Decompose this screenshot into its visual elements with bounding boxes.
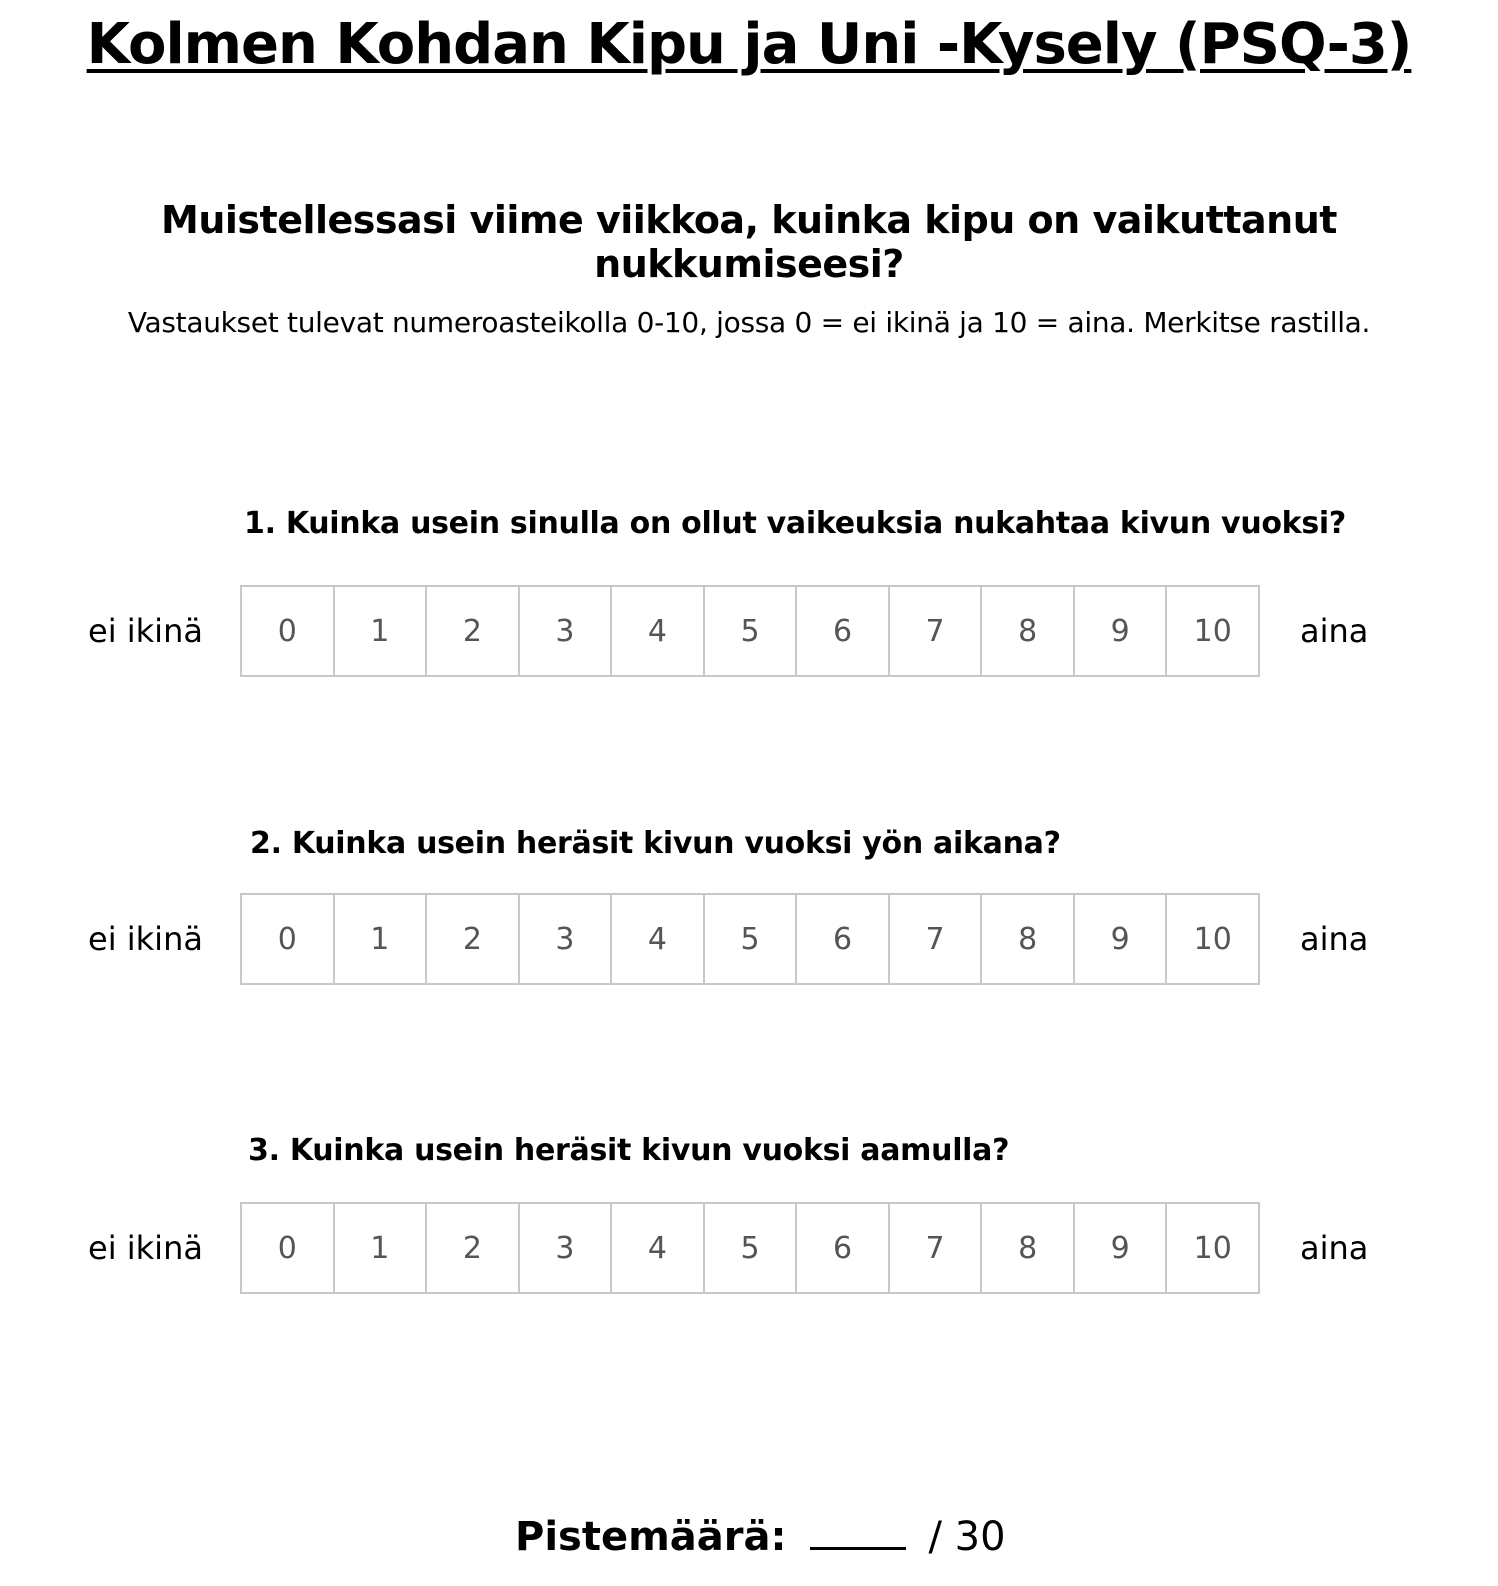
question-2-label: 2. Kuinka usein heräsit kivun vuoksi yön aikana? <box>250 826 1061 861</box>
rating-cell-0[interactable]: 0 <box>242 587 335 675</box>
rating-cell-6[interactable]: 6 <box>797 895 890 983</box>
instructions-text: Vastaukset tulevat numeroasteikolla 0-10, jossa 0 = ei ikinä ja 10 = aina. Merkitse rastilla. <box>127 306 1371 339</box>
page-subtitle: Muistellessasi viime viikkoa, kuinka kipu on vaikuttanut nukkumiseesi? <box>161 198 1337 286</box>
scale-low-label: ei ikinä <box>88 920 203 958</box>
rating-cell-9[interactable]: 9 <box>1075 587 1168 675</box>
rating-cell-4[interactable]: 4 <box>612 1204 705 1292</box>
rating-cell-5[interactable]: 5 <box>705 587 798 675</box>
rating-cell-5[interactable]: 5 <box>705 1204 798 1292</box>
rating-cell-6[interactable]: 6 <box>797 1204 890 1292</box>
rating-cells <box>240 585 1260 677</box>
rating-cell-3[interactable]: 3 <box>520 1204 613 1292</box>
rating-cell-1[interactable]: 1 <box>335 587 428 675</box>
score-blank-field[interactable] <box>810 1515 906 1550</box>
rating-cell-3[interactable]: 3 <box>520 895 613 983</box>
rating-cell-9[interactable]: 9 <box>1075 1204 1168 1292</box>
rating-cell-8[interactable]: 8 <box>982 1204 1075 1292</box>
rating-cell-4[interactable]: 4 <box>612 895 705 983</box>
scale-low-label: ei ikinä <box>88 1229 203 1267</box>
question-3-scale <box>0 1202 1498 1294</box>
rating-cells <box>240 893 1260 985</box>
scale-high-label: aina <box>1300 1229 1369 1267</box>
scale-high-label: aina <box>1300 920 1369 958</box>
rating-cell-4[interactable]: 4 <box>612 587 705 675</box>
question-2-scale <box>0 893 1498 985</box>
rating-cell-7[interactable]: 7 <box>890 895 983 983</box>
score-total: / 30 <box>928 1514 1006 1560</box>
rating-cell-3[interactable]: 3 <box>520 587 613 675</box>
rating-cell-9[interactable]: 9 <box>1075 895 1168 983</box>
rating-cell-7[interactable]: 7 <box>890 587 983 675</box>
rating-cell-2[interactable]: 2 <box>427 1204 520 1292</box>
rating-cell-10[interactable]: 10 <box>1167 587 1260 675</box>
rating-cell-10[interactable]: 10 <box>1167 1204 1260 1292</box>
rating-cell-8[interactable]: 8 <box>982 587 1075 675</box>
scale-low-label: ei ikinä <box>88 612 203 650</box>
score-label: Pistemäärä: <box>515 1514 787 1560</box>
rating-cell-5[interactable]: 5 <box>705 895 798 983</box>
rating-cell-1[interactable]: 1 <box>335 1204 428 1292</box>
rating-cell-0[interactable]: 0 <box>242 1204 335 1292</box>
rating-cell-6[interactable]: 6 <box>797 587 890 675</box>
question-1-label: 1. Kuinka usein sinulla on ollut vaikeuksia nukahtaa kivun vuoksi? <box>244 506 1346 541</box>
score-line <box>515 1514 1006 1560</box>
rating-cell-2[interactable]: 2 <box>427 895 520 983</box>
rating-cell-10[interactable]: 10 <box>1167 895 1260 983</box>
page-title <box>0 12 1498 77</box>
question-3-label: 3. Kuinka usein heräsit kivun vuoksi aamulla? <box>248 1133 1010 1168</box>
question-1-scale <box>0 585 1498 677</box>
page-title-text: Kolmen Kohdan Kipu ja Uni -Kysely (PSQ-3) <box>86 12 1412 77</box>
rating-cell-0[interactable]: 0 <box>242 895 335 983</box>
rating-cells <box>240 1202 1260 1294</box>
rating-cell-2[interactable]: 2 <box>427 587 520 675</box>
rating-cell-8[interactable]: 8 <box>982 895 1075 983</box>
rating-cell-7[interactable]: 7 <box>890 1204 983 1292</box>
rating-cell-1[interactable]: 1 <box>335 895 428 983</box>
scale-high-label: aina <box>1300 612 1369 650</box>
